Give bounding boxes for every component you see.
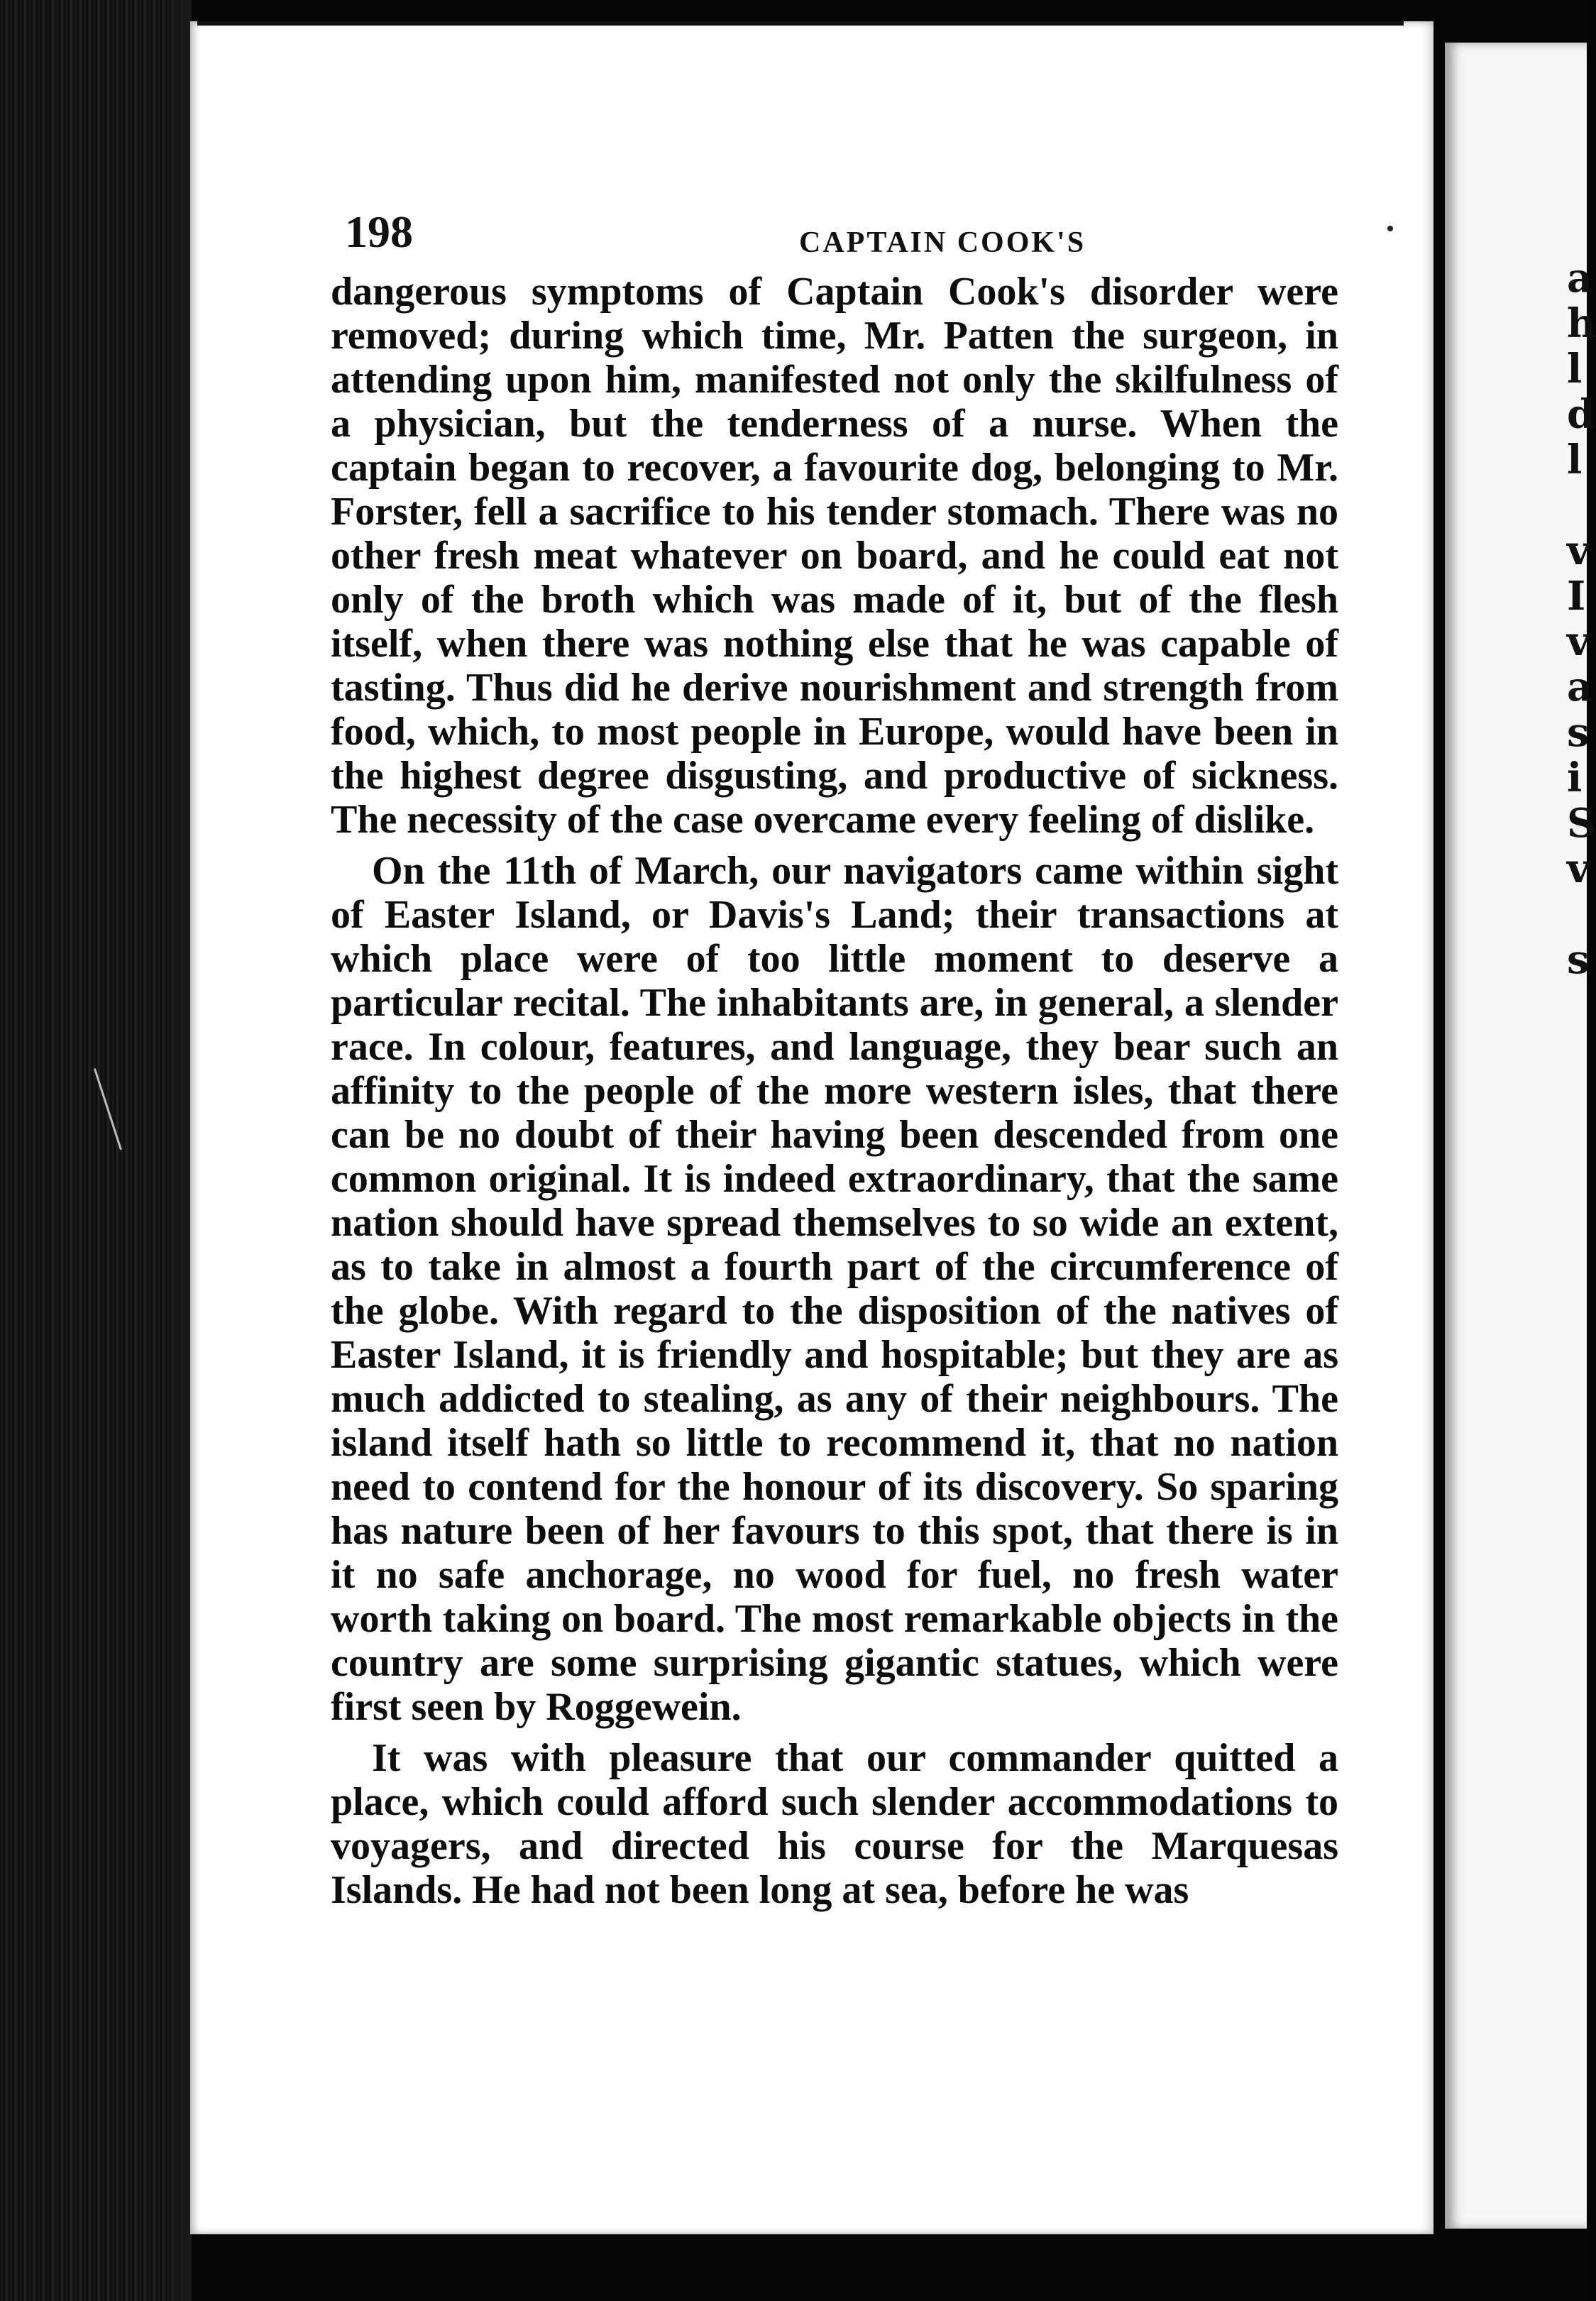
facing-page-edge [1445,43,1596,2229]
paragraph-continued: dangerous symptoms of Captain Cook's disorder were removed; during which time, Mr. Patten the surgeon, in attending upon him, manifested not only the skilfulness of a physician, but the tenderness of a nurse. When the captain began to recover, a favourite dog, belonging to Mr. Forster, fell a sacrifice to his tender stomach. There was no other fresh meat whatever on board, and he could eat not only of the broth which was made of it, but of the flesh itself, when there was nothing else that he was capable of tasting. Thus did he derive nourishment and strength from food, which, to most people in Europe, would have been in the highest degree disgusting, and productive of sickness. The necessity of the case overcame every feeling of dislike. [331,270,1338,842]
facing-letter [1567,891,1596,937]
page-number: 198 [345,207,413,257]
facing-letter: v [1567,845,1590,892]
facing-letter: v [1567,618,1590,665]
facing-letter: d [1567,391,1595,438]
facing-letter: I [1567,573,1586,620]
facing-letter: v [1567,527,1590,574]
facing-page-letters [1567,256,1596,982]
facing-letter: a [1567,255,1593,302]
facing-letter [1567,483,1596,528]
book-edge [0,0,192,2301]
book-page [190,21,1433,2234]
page-header [345,192,1395,270]
paragraph-departure: It was with pleasure that our commander quitted a place, which could afford such slender accommodations to voyagers, and directed his course for the Marquesas Islands. He had not been long at sea, before he was [331,1736,1338,1912]
facing-letter: a [1567,664,1593,710]
facing-letter: l [1567,436,1583,483]
facing-letter: l [1567,346,1583,392]
facing-letter: s [1567,936,1590,983]
paragraph-easter-island: On the 11th of March, our navigators came within sight of Easter Island, or Davis's Land; their transactions at which place were of too little moment to deserve a particular recital. The inhabitants are, in general, a slender race. In colour, features, and language, they bear such an affinity to the people of the more western isles, that there can be no doubt of their having been descended from one common original. It is indeed extraordinary, that the same nation should have spread themselves to so wide an extent, as to take in almost a fourth part of the circumference of the globe. With regard to the disposition of the natives of Easter Island, it is friendly and hospitable; but they are as much addicted to stealing, as any of their neighbours. The island itself hath so little to recommend it, that no nation need to contend for the honour of its discovery. So sparing has nature been of her favours to this spot, that there is in it no safe anchorage, no wood for fuel, no fresh water worth taking on board. The most remarkable objects in the country are some surprising gigantic statues, which were first seen by Roggewein. [331,849,1338,1729]
facing-letter: S [1567,800,1596,847]
facing-letter: h [1567,300,1596,347]
ink-dot [1387,226,1393,231]
facing-letter: i [1567,754,1583,801]
running-head: CAPTAIN COOK'S [799,226,1086,259]
page-top-edge [197,21,1404,26]
facing-letter: s [1567,709,1590,756]
body-text [331,270,1338,1919]
